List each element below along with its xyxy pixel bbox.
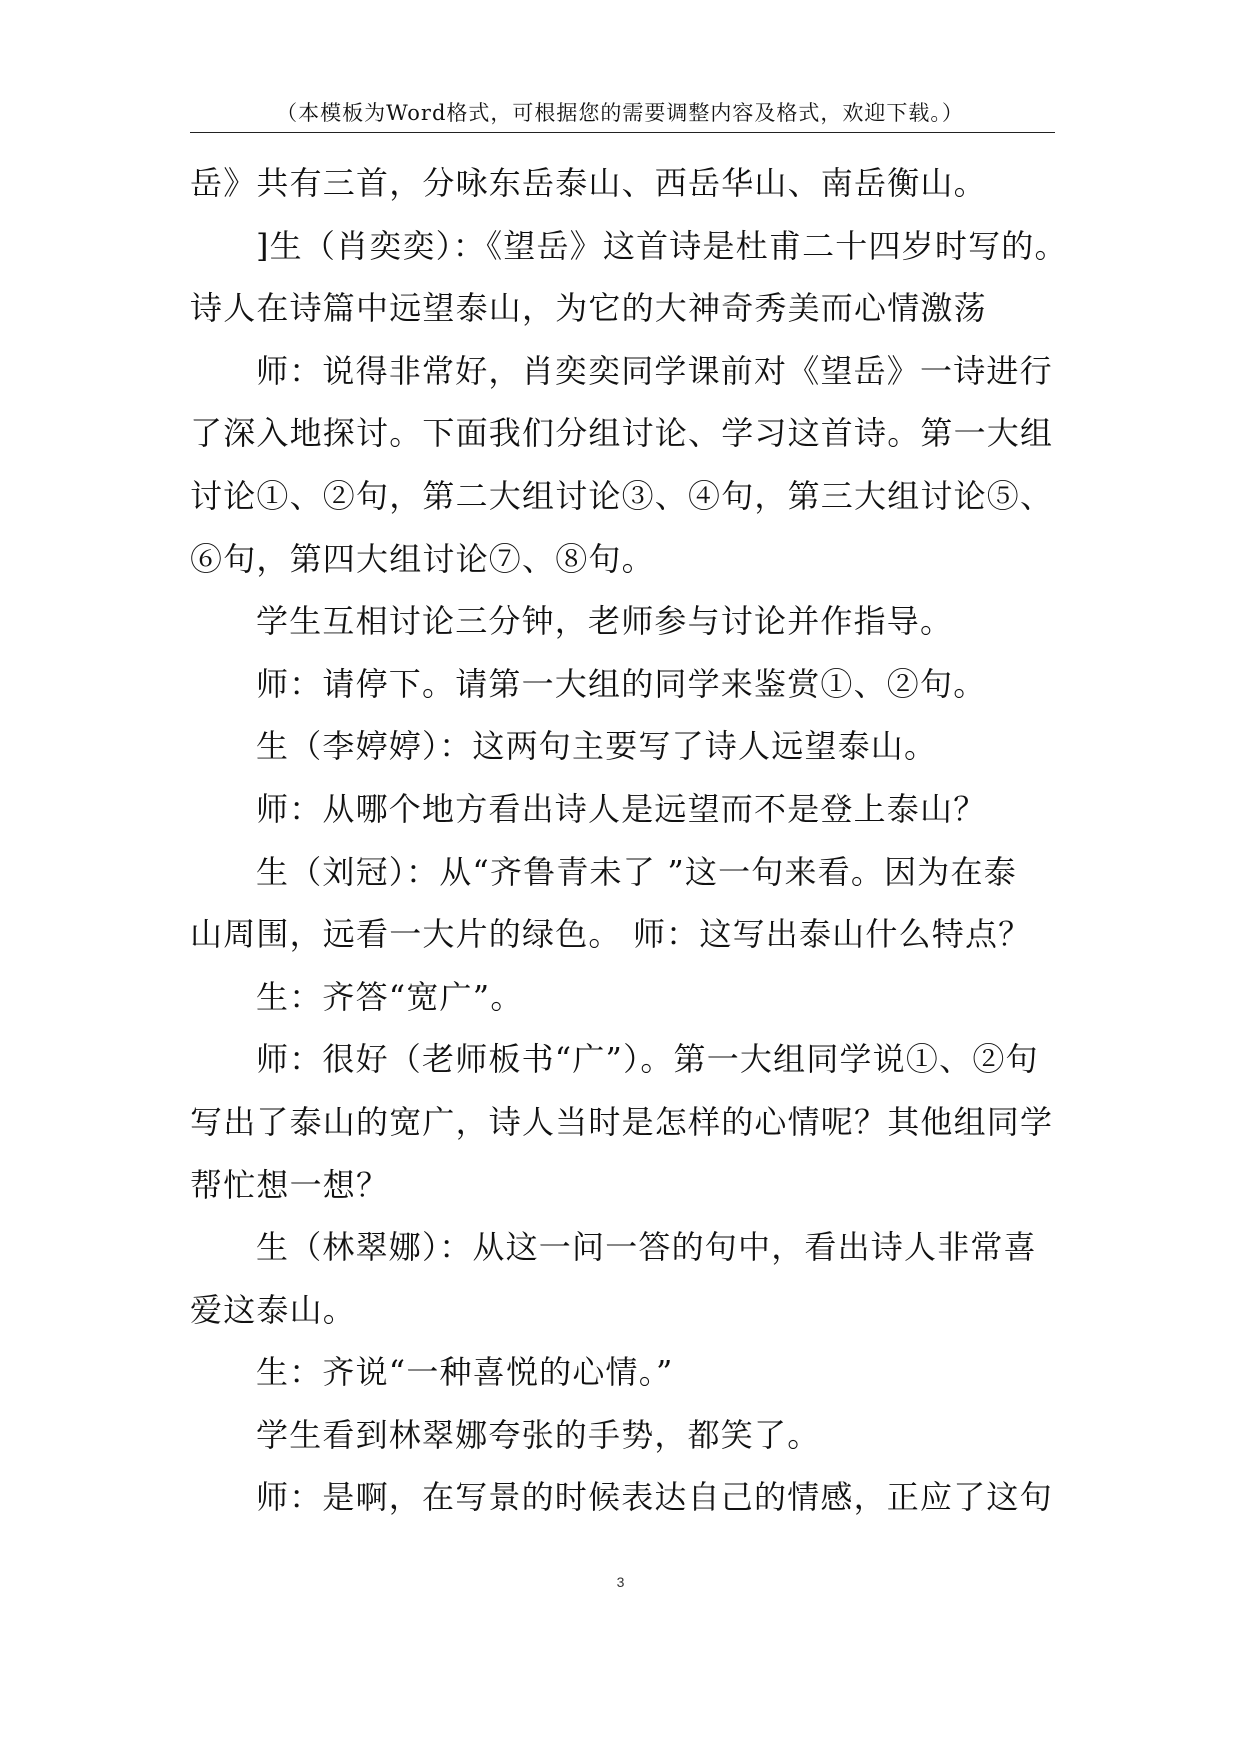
body-text — [190, 152, 1070, 1529]
paragraph-line: 学生看到林翠娜夸张的手势，都笑了。 — [256, 1415, 821, 1454]
paragraph-line: 讨论①、②句，第二大组讨论③、④句，第三大组讨论⑤、 — [190, 476, 1054, 515]
paragraph-line: 帮忙想一想？ — [190, 1165, 390, 1204]
paragraph-line: 生（林翠娜）：从这一问一答的句中，看出诗人非常喜 — [256, 1228, 1037, 1267]
page-header: （本模板为Word格式，可根据您的需要调整内容及格式，欢迎下载。） — [276, 101, 964, 125]
paragraph-line: 师：从哪个地方看出诗人是远望而不是登上泰山？ — [256, 789, 987, 828]
header-divider — [190, 132, 1055, 133]
paragraph-line: ]生（肖奕奕）：《望岳》这首诗是杜甫二十四岁时写的。 — [256, 226, 1068, 265]
paragraph-line: 诗人在诗篇中远望泰山，为它的大神奇秀美而心情激荡 — [190, 289, 987, 328]
paragraph-line: 生：齐答“宽广”。 — [256, 977, 524, 1016]
page-number: 3 — [616, 1574, 625, 1590]
paragraph-line: 生（刘冠）：从“齐鲁青未了 ”这一句来看。因为在泰 — [256, 852, 1017, 891]
paragraph-line: 了深入地探讨。下面我们分组讨论、学习这首诗。第一大组 — [190, 414, 1054, 453]
paragraph-line: 师：很好（老师板书“广”）。第一大组同学说①、②句 — [256, 1040, 1039, 1079]
paragraph-line: 生：齐说“一种喜悦的心情。” — [256, 1353, 674, 1392]
paragraph-line: 山周围，远看一大片的绿色。 师：这写出泰山什么特点？ — [190, 915, 1032, 954]
paragraph-line: 师：请停下。请第一大组的同学来鉴赏①、②句。 — [256, 664, 987, 703]
paragraph-line: 师：说得非常好，肖奕奕同学课前对《望岳》一诗进行 — [256, 351, 1053, 390]
paragraph-line: 师：是啊，在写景的时候表达自己的情感，正应了这句 — [256, 1478, 1053, 1517]
paragraph-line: 生（李婷婷）：这两句主要写了诗人远望泰山。 — [256, 727, 938, 766]
paragraph-line: 写出了泰山的宽广，诗人当时是怎样的心情呢？其他组同学 — [190, 1102, 1054, 1141]
paragraph-line: 岳》共有三首，分咏东岳泰山、西岳华山、南岳衡山。 — [190, 164, 987, 202]
paragraph-line: 学生互相讨论三分钟，老师参与讨论并作指导。 — [256, 602, 954, 641]
paragraph-line: 爱这泰山。 — [190, 1290, 357, 1329]
paragraph-line: ⑥句，第四大组讨论⑦、⑧句。 — [190, 539, 655, 578]
